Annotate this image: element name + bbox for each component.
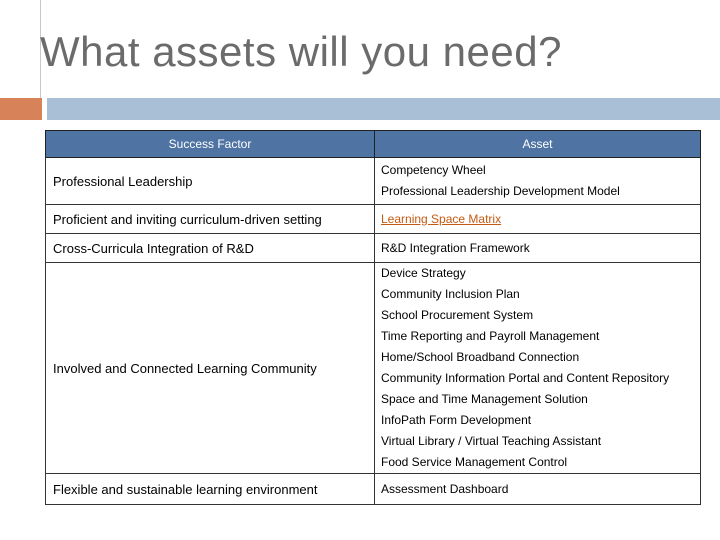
table-row [46,205,701,234]
asset-cell [375,263,701,474]
asset-item: Device Strategy [381,266,466,280]
asset-item: Virtual Library / Virtual Teaching Assistant [381,434,602,448]
asset-item: Food Service Management Control [381,455,568,469]
table-row [46,263,701,474]
asset-item: R&D Integration Framework [381,240,530,255]
asset-cell [375,158,701,205]
header-asset: Asset [375,131,701,158]
factor-cell: Cross-Curricula Integration of R&D [46,234,375,263]
table-row [46,158,701,205]
asset-item: Home/School Broadband Connection [381,350,580,364]
asset-item-container [375,209,700,230]
asset-item: Professional Leadership Development Model [381,184,620,198]
asset-item: InfoPath Form Development [381,413,532,427]
assets-table [45,130,701,505]
factor-cell: Involved and Connected Learning Community [46,263,375,474]
header-success-factor: Success Factor [46,131,375,158]
asset-item: Time Reporting and Payroll Management [381,329,600,343]
asset-item: School Procurement System [381,308,534,322]
asset-item: Space and Time Management Solution [381,392,588,406]
factor-cell: Proficient and inviting curriculum-driven setting [46,205,375,234]
asset-item: Community Inclusion Plan [381,287,520,301]
asset-cell [375,234,701,263]
accent-bar-blue [47,98,720,120]
asset-cell [375,205,701,234]
accent-bar-orange [0,98,42,120]
factor-cell: Professional Leadership [46,158,375,205]
page-title: What assets will you need? [40,28,562,75]
factor-cell: Flexible and sustainable learning environment [46,474,375,505]
learning-space-matrix-link[interactable]: Learning Space Matrix [381,211,502,226]
table-row [46,474,701,505]
asset-item: Competency Wheel [381,163,486,177]
asset-cell [375,474,701,505]
table-header-row [46,131,701,158]
table-row [46,234,701,263]
asset-item: Assessment Dashboard [381,481,509,496]
asset-item: Community Information Portal and Content Repository [381,371,670,385]
